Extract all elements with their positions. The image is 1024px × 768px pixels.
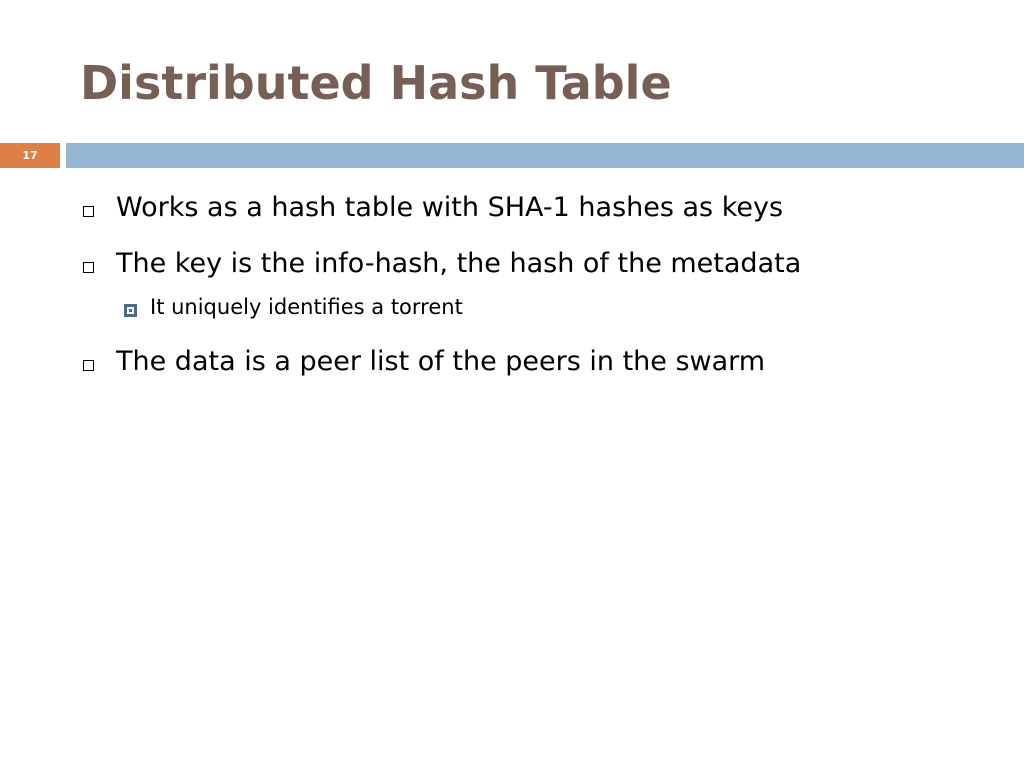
sub-bullet-text: It uniquely identifies a torrent [150,295,463,320]
bullet-item [80,246,801,281]
title-underline-bar [66,143,1024,168]
bullet-text: The data is a peer list of the peers in the swarm [116,346,766,378]
bullet-text: Works as a hash table with SHA-1 hashes as keys [116,192,784,223]
hollow-square-icon [83,262,94,273]
filled-square-icon [124,304,137,317]
slide-title: Distributed Hash Table [80,56,672,110]
bullet-list [80,190,801,401]
slide-number-badge: 17 [0,143,60,168]
hollow-square-icon [83,360,94,371]
bullet-text: The key is the info-hash, the hash of the metadata [116,248,802,280]
bullet-item [80,344,801,379]
bullet-item [80,190,801,225]
hollow-square-icon [83,206,94,217]
sub-bullet-item [120,294,801,321]
